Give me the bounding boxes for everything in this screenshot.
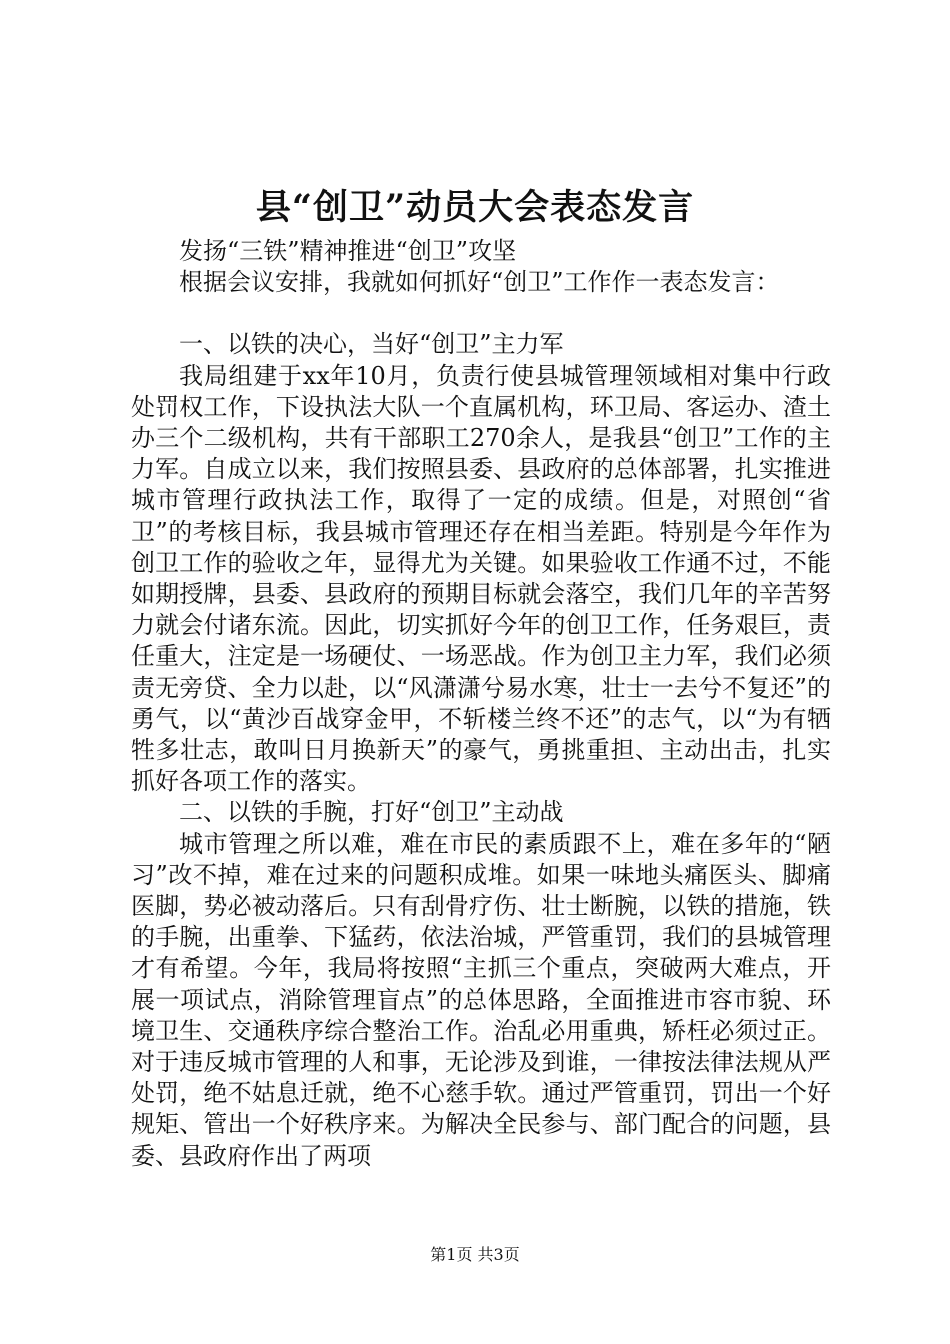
intro-paragraph: 根据会议安排，我就如何抓好“创卫”工作作一表态发言： bbox=[179, 268, 780, 297]
section-heading-1: 一、以铁的决心，当好“创卫”主力军 bbox=[179, 330, 564, 359]
section-1-body: 我局组建于xx年10月，负责行使县城管理领域相对集中行政处罚权工作，下设执法大队一个直属机构，环卫局、客运办、渣土办三个二级机构，共有干部职工270余人，是我县“创卫”工作的主力军。自成立以来，我们按照县委、县政府的总体部署，扎实推进城市管理行政执法工作，取得了一定的成绩。但是，对照创“省卫”的考核目标，我县城市管理还存在相当差距。特别是今年作为创卫工作的验收之年，显得尤为关键。如果验收工作通不过，不能如期授牌，县委、县政府的预期目标就会落空，我们几年的辛苦努力就会付诸东流。因此，切实抓好今年的创卫工作，任务艰巨，责任重大，注定是一场硬仗、一场恶战。作为创卫主力军，我们必须责无旁贷、全力以赴，以“风潇潇兮易水寒，壮士一去兮不复还”的勇气，以“黄沙百战穿金甲，不斩楼兰终不还”的志气，以“为有牺牲多壮志，敢叫日月换新天”的豪气，勇挑重担、主动出击，扎实抓好各项工作的落实。 bbox=[131, 361, 831, 796]
page-footer: 第1页 共3页 bbox=[430, 1245, 520, 1264]
page-title: 县“创卫”动员大会表态发言 bbox=[255, 187, 695, 228]
section-heading-2: 二、以铁的手腕，打好“创卫”主动战 bbox=[179, 798, 564, 827]
document-body bbox=[131, 236, 831, 1172]
subtitle-paragraph: 发扬“三铁”精神推进“创卫”攻坚 bbox=[179, 237, 517, 265]
section-2-body: 城市管理之所以难，难在市民的素质跟不上，难在多年的“陋习”改不掉，难在过来的问题积成堆。如果一味地头痛医头、脚痛医脚，势必被动落后。只有刮骨疗伤、壮士断腕，以铁的措施，铁的手腕，出重拳、下猛药，依法治城，严管重罚，我们的县城管理才有希望。今年，我局将按照“主抓三个重点，突破两大难点，开展一项试点，消除管理盲点”的总体思路，全面推进市容市貌、环境卫生、交通秩序综合整治工作。治乱必用重典，矫枉必须过正。对于违反城市管理的人和事，无论涉及到谁，一律按法律法规从严处罚，绝不姑息迁就，绝不心慈手软。通过严管重罚，罚出一个好规矩、管出一个好秩序来。为解决全民参与、部门配合的问题，县委、县政府作出了两项 bbox=[131, 829, 831, 1170]
